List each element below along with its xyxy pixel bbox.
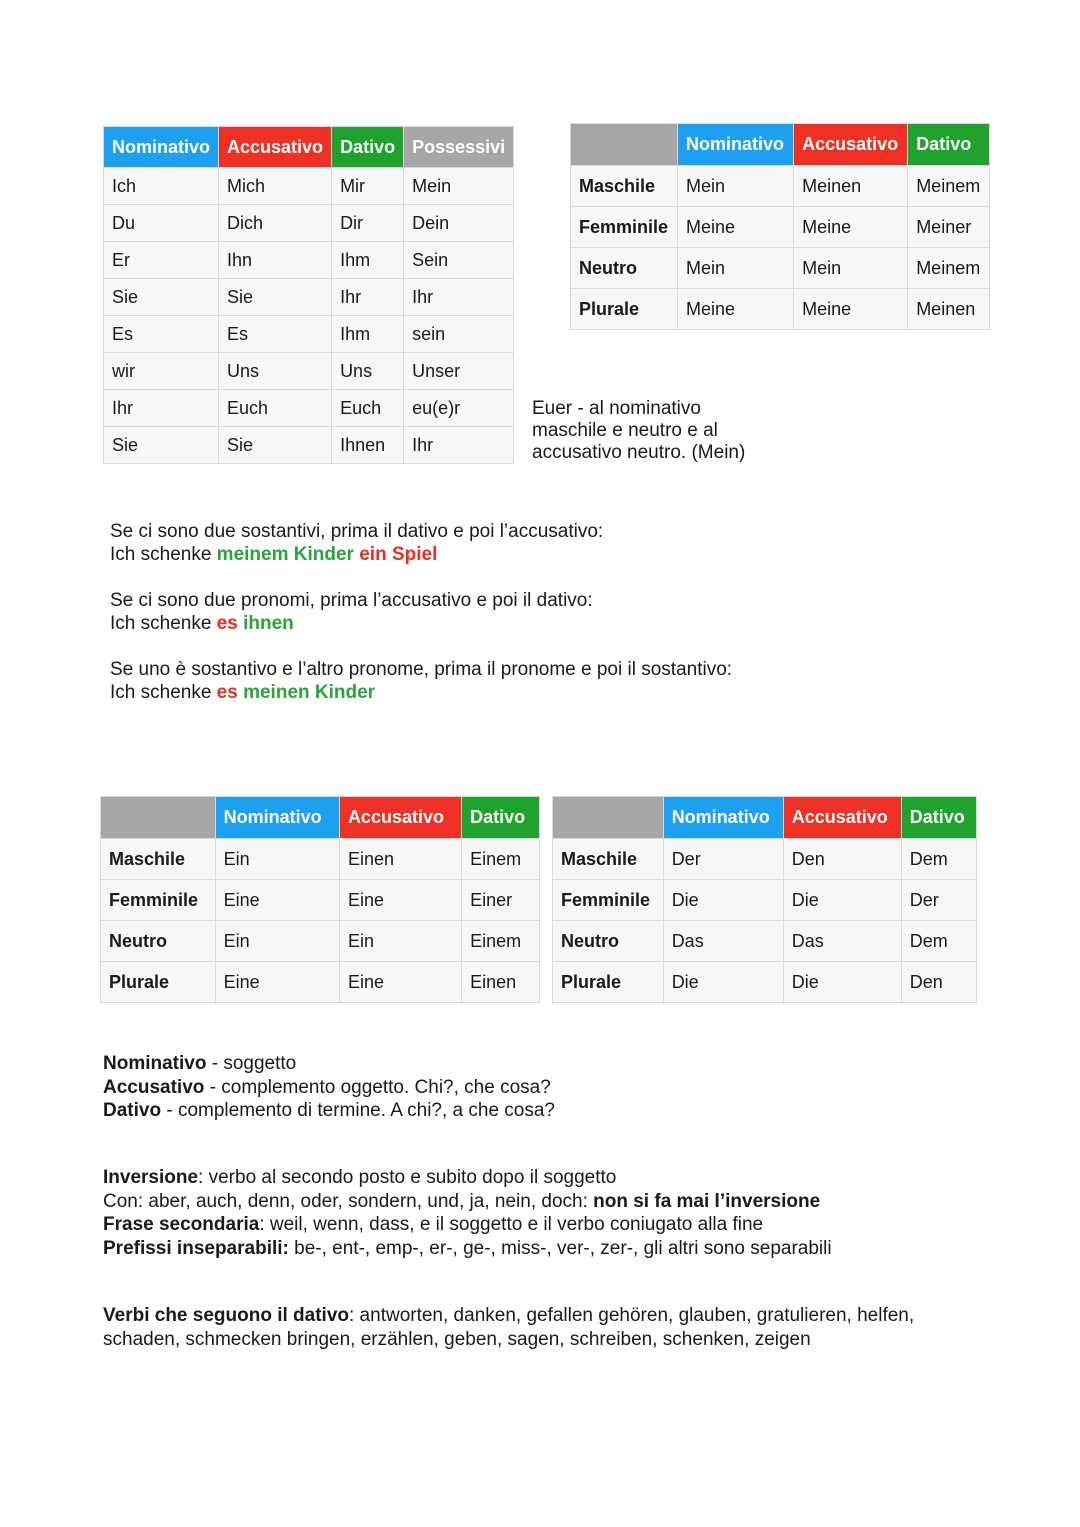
table-cell: Euch <box>219 390 332 427</box>
row-header: Plurale <box>571 289 678 330</box>
table-cell: Der <box>901 880 976 921</box>
syntax-notes <box>103 1166 832 1260</box>
table-row <box>553 921 977 962</box>
header-nominativo: Nominativo <box>678 124 794 166</box>
rule-noun-pronoun: Se uno è sostantivo e l’altro pronome, prima il pronome e poi il sostantivo: <box>110 659 733 680</box>
table-cell: Eine <box>339 880 461 921</box>
row-header: Maschile <box>553 839 664 880</box>
table-cell: Ihr <box>404 427 514 464</box>
table-cell: Mein <box>794 248 908 289</box>
table-row <box>104 390 514 427</box>
table-cell: Ihr <box>332 279 404 316</box>
example-accusative: es <box>216 682 238 703</box>
example-accusative: ein Spiel <box>359 544 438 565</box>
table-row <box>104 353 514 390</box>
table-cell: Meine <box>678 289 794 330</box>
header-dativo: Dativo <box>332 127 404 168</box>
table-cell: Unser <box>404 353 514 390</box>
table-row <box>553 839 977 880</box>
table-row <box>101 962 540 1003</box>
table-row <box>571 248 990 289</box>
table-cell: Ein <box>215 839 339 880</box>
table-row <box>101 921 540 962</box>
definition: : antworten, danken, gefallen gehören, glauben, gratulieren, helfen, <box>349 1305 915 1326</box>
definition: - complemento oggetto. Chi?, che cosa? <box>204 1076 551 1098</box>
row-header: Maschile <box>571 166 678 207</box>
table-cell: Ihn <box>219 242 332 279</box>
row-header: Neutro <box>553 921 664 962</box>
table-cell: Dem <box>901 839 976 880</box>
header-dativo: Dativo <box>901 797 976 839</box>
row-header: Plurale <box>101 962 216 1003</box>
table-cell: Meine <box>794 207 908 248</box>
example-text: Ich schenke <box>110 544 217 565</box>
possessive-table <box>570 123 990 330</box>
table-cell: Die <box>663 880 783 921</box>
euer-note <box>532 398 745 464</box>
header-corner <box>553 797 664 839</box>
term: Prefissi inseparabili: <box>103 1237 289 1259</box>
term: Dativo <box>103 1100 162 1121</box>
term: Inversione <box>103 1167 199 1188</box>
table-cell: Sie <box>219 279 332 316</box>
case-definitions <box>103 1052 555 1123</box>
table-cell: wir <box>104 353 219 390</box>
header-accusativo: Accusativo <box>794 124 908 166</box>
table-row <box>104 242 514 279</box>
note-prefissi <box>103 1237 832 1261</box>
header-accusativo: Accusativo <box>339 797 461 839</box>
table-cell: Einen <box>462 962 540 1003</box>
definition: be-, ent-, emp-, er-, ge-, miss-, ver-, zer-, gli altri sono separabili <box>288 1237 832 1259</box>
table-cell: Ihnen <box>332 427 404 464</box>
example-dative: meinem Kinder <box>216 544 354 565</box>
row-header: Femminile <box>101 880 216 921</box>
header-nominativo: Nominativo <box>215 797 339 839</box>
header-possessivi: Possessivi <box>404 127 514 168</box>
table-row <box>104 168 514 205</box>
dative-verbs-note <box>103 1304 914 1351</box>
table-cell: Das <box>663 921 783 962</box>
example-dative: meinen Kinder <box>243 682 376 703</box>
row-header: Neutro <box>101 921 216 962</box>
example-noun-pronoun <box>110 681 375 704</box>
table-cell: Meinem <box>908 248 990 289</box>
table-cell: Eine <box>215 962 339 1003</box>
table-cell: Ein <box>215 921 339 962</box>
table-row <box>571 289 990 330</box>
table-row <box>571 207 990 248</box>
table-cell: Ich <box>104 168 219 205</box>
table-cell: Eine <box>215 880 339 921</box>
definition: - soggetto <box>206 1053 297 1074</box>
note-frase-secondaria <box>103 1213 832 1237</box>
table-cell: Die <box>783 880 901 921</box>
example-two-pronouns <box>110 612 294 635</box>
header-accusativo: Accusativo <box>783 797 901 839</box>
table-row <box>104 427 514 464</box>
table-cell: Einem <box>462 921 540 962</box>
definition: - complemento di termine. A chi?, a che cosa? <box>161 1100 556 1121</box>
table-row <box>104 279 514 316</box>
table-cell: Ihm <box>332 242 404 279</box>
table-header-row <box>101 797 540 839</box>
header-dativo: Dativo <box>462 797 540 839</box>
row-header: Femminile <box>553 880 664 921</box>
table-header-row <box>104 127 514 168</box>
table-cell: Sie <box>219 427 332 464</box>
table-cell: Dich <box>219 205 332 242</box>
table-cell: Mich <box>219 168 332 205</box>
row-header: Femminile <box>571 207 678 248</box>
term: Verbi che seguono il dativo <box>103 1305 349 1326</box>
table-cell: Die <box>783 962 901 1003</box>
definite-article-table <box>552 796 977 1003</box>
table-cell: Meiner <box>908 207 990 248</box>
table-cell: Die <box>663 962 783 1003</box>
table-cell: Dir <box>332 205 404 242</box>
table-row <box>553 880 977 921</box>
table-header-row <box>571 124 990 166</box>
table-row <box>571 166 990 207</box>
table-cell: Meinen <box>794 166 908 207</box>
row-header: Neutro <box>571 248 678 289</box>
term: Frase secondaria <box>103 1214 260 1235</box>
euer-note-line: Euer - al nominativo <box>532 398 701 419</box>
dative-verbs-line <box>103 1304 914 1328</box>
header-corner <box>101 797 216 839</box>
case-accusativo <box>103 1076 555 1100</box>
term: non si fa mai l’inversione <box>593 1190 821 1212</box>
table-cell: Meinem <box>908 166 990 207</box>
case-dativo <box>103 1099 555 1123</box>
table-header-row <box>553 797 977 839</box>
row-header: Plurale <box>553 962 664 1003</box>
table-cell: Sein <box>404 242 514 279</box>
euer-note-line: accusativo neutro. (Mein) <box>532 442 746 463</box>
case-nominativo <box>103 1052 555 1076</box>
table-cell: Er <box>104 242 219 279</box>
table-cell: Meinen <box>908 289 990 330</box>
table-cell: Euch <box>332 390 404 427</box>
pronouns-table <box>103 126 514 464</box>
table-cell: Einem <box>462 839 540 880</box>
table-cell: Es <box>219 316 332 353</box>
example-text: Ich schenke <box>110 682 217 703</box>
example-accusative: es <box>216 613 238 634</box>
euer-note-line: maschile e neutro e al <box>532 420 718 441</box>
table-cell: Einen <box>339 839 461 880</box>
table-cell: Einer <box>462 880 540 921</box>
table-cell: Den <box>783 839 901 880</box>
example-dative: ihnen <box>243 613 294 634</box>
header-dativo: Dativo <box>908 124 990 166</box>
note-inversione <box>103 1166 832 1190</box>
dative-verbs-line: schaden, schmecken bringen, erzählen, geben, sagen, schreiben, schenken, zeigen <box>103 1328 811 1350</box>
table-cell: Ihr <box>104 390 219 427</box>
table-row <box>104 205 514 242</box>
table-cell: Eine <box>339 962 461 1003</box>
table-row <box>104 316 514 353</box>
header-nominativo: Nominativo <box>104 127 219 168</box>
table-cell: Mein <box>404 168 514 205</box>
note-conjunctions <box>103 1190 832 1214</box>
rule-two-nouns: Se ci sono due sostantivi, prima il dativo e poi l’accusativo: <box>110 521 604 542</box>
table-cell: Ihr <box>404 279 514 316</box>
table-cell: Uns <box>332 353 404 390</box>
table-cell: Mir <box>332 168 404 205</box>
term: Nominativo <box>103 1053 207 1074</box>
table-cell: Uns <box>219 353 332 390</box>
table-cell: Der <box>663 839 783 880</box>
definition: Con: aber, auch, denn, oder, sondern, und, ja, nein, doch: <box>103 1190 594 1212</box>
header-accusativo: Accusativo <box>219 127 332 168</box>
table-cell: Mein <box>678 248 794 289</box>
definition: : verbo al secondo posto e subito dopo il soggetto <box>198 1167 617 1188</box>
table-cell: Dem <box>901 921 976 962</box>
table-cell: Sie <box>104 427 219 464</box>
table-cell: Den <box>901 962 976 1003</box>
definition: : weil, wenn, dass, e il soggetto e il verbo coniugato alla fine <box>259 1214 764 1235</box>
table-row <box>553 962 977 1003</box>
row-header: Maschile <box>101 839 216 880</box>
table-cell: Ihm <box>332 316 404 353</box>
header-nominativo: Nominativo <box>663 797 783 839</box>
table-cell: Du <box>104 205 219 242</box>
table-cell: Dein <box>404 205 514 242</box>
table-row <box>101 880 540 921</box>
indefinite-article-table <box>100 796 540 1003</box>
table-cell: Es <box>104 316 219 353</box>
table-cell: Meine <box>678 207 794 248</box>
table-cell: Sie <box>104 279 219 316</box>
table-cell: sein <box>404 316 514 353</box>
table-cell: Ein <box>339 921 461 962</box>
table-cell: Meine <box>794 289 908 330</box>
example-text: Ich schenke <box>110 613 217 634</box>
example-two-nouns <box>110 543 437 566</box>
header-corner <box>571 124 678 166</box>
table-cell: Mein <box>678 166 794 207</box>
table-cell: Das <box>783 921 901 962</box>
rule-two-pronouns: Se ci sono due pronomi, prima l’accusativo e poi il dativo: <box>110 590 593 611</box>
table-cell: eu(e)r <box>404 390 514 427</box>
table-row <box>101 839 540 880</box>
term: Accusativo <box>103 1076 205 1098</box>
